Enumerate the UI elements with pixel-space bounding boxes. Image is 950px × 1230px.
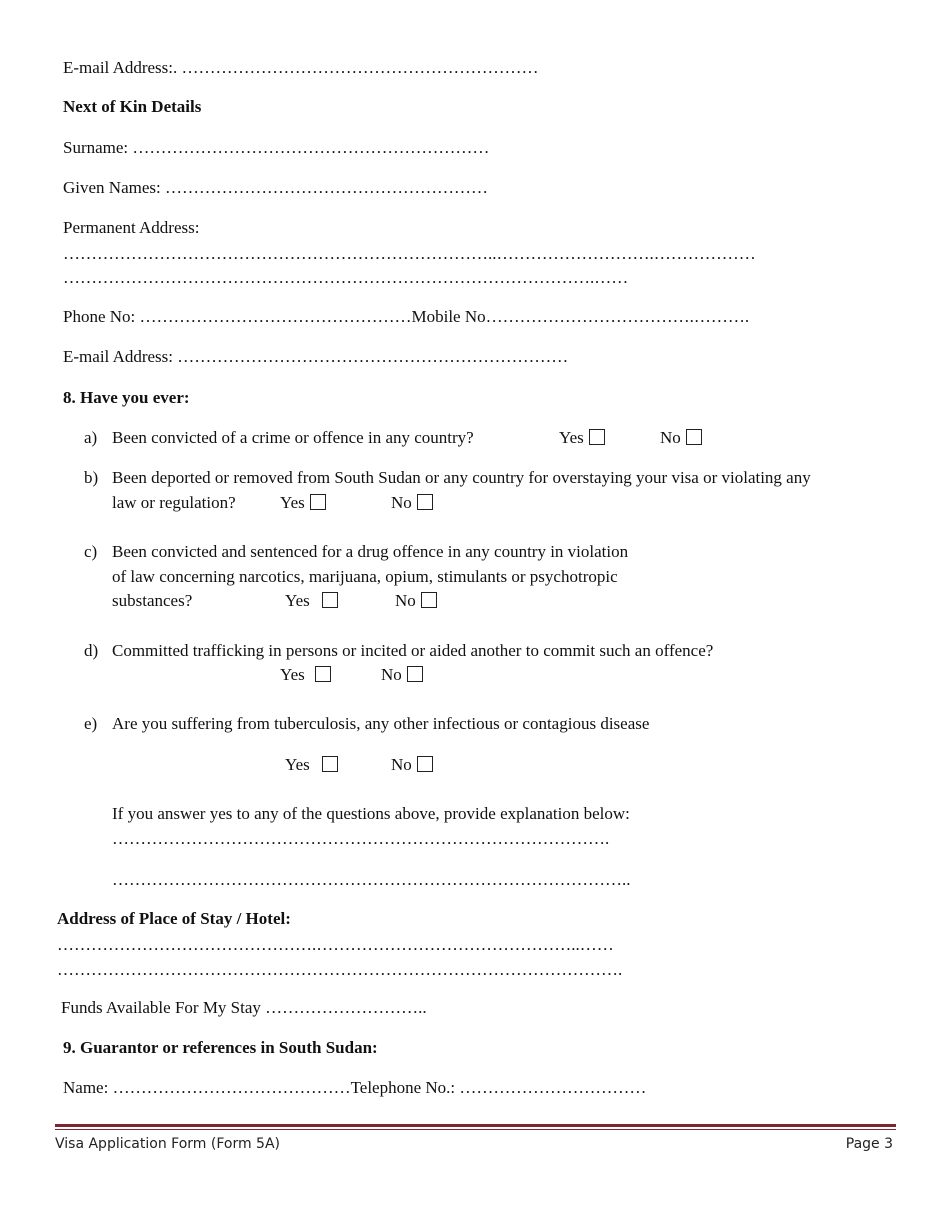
stay-address-field-1[interactable]: ……………………………………….………………………………………..……: [57, 935, 614, 954]
yes-label: Yes: [280, 493, 305, 512]
kin-email-label: E-mail Address:: [63, 347, 174, 366]
no-label: No: [391, 755, 412, 774]
question-e-yes-checkbox[interactable]: [322, 756, 338, 772]
question-c-text-3: substances?: [112, 591, 193, 610]
question-b-yes-checkbox[interactable]: [310, 494, 326, 510]
yes-label: Yes: [285, 755, 310, 774]
question-c-no-checkbox[interactable]: [421, 592, 437, 608]
kin-surname-line: [63, 138, 489, 158]
kin-given-names-field[interactable]: …………………………………………………: [164, 178, 488, 197]
guarantor-name-field[interactable]: ……………………………………: [112, 1078, 351, 1097]
question-a-no-checkbox[interactable]: [686, 429, 702, 445]
question-b-marker: b): [84, 468, 99, 487]
yes-label: Yes: [559, 428, 584, 447]
question-a-yes-checkbox[interactable]: [589, 429, 605, 445]
guarantor-telephone-field[interactable]: ……………………………: [459, 1078, 647, 1097]
question-b-text-1: Been deported or removed from South Sudan or any country for overstaying your visa or violating any: [112, 468, 811, 487]
footer-rule-thin: [55, 1129, 896, 1130]
kin-phone-label: Phone No:: [63, 307, 136, 326]
no-label: No: [391, 493, 412, 512]
yes-label: Yes: [280, 665, 305, 684]
explanation-prompt: If you answer yes to any of the questions above, provide explanation below:: [112, 804, 630, 823]
question-a-marker: a): [84, 428, 98, 447]
question-d-no-checkbox[interactable]: [407, 666, 423, 682]
kin-permanent-address-label: Permanent Address:: [63, 218, 200, 237]
question-b-text-2: law or regulation?: [112, 493, 236, 512]
kin-mobile-label: Mobile No: [411, 307, 486, 326]
question-c-marker: c): [84, 542, 98, 561]
question-e-text: Are you suffering from tuberculosis, any other infectious or contagious disease: [112, 714, 650, 733]
question-e-no-checkbox[interactable]: [417, 756, 433, 772]
section-9-heading: 9. Guarantor or references in South Sudan:: [63, 1038, 378, 1057]
question-a-yes-option: [559, 428, 605, 448]
funds-label: Funds Available For My Stay: [61, 998, 261, 1017]
explanation-field-2[interactable]: ………………………………………………………………………………..: [112, 870, 631, 889]
question-d-marker: d): [84, 641, 99, 660]
yes-label: Yes: [285, 591, 310, 610]
question-e-marker: e): [84, 714, 98, 733]
question-b-no-checkbox[interactable]: [417, 494, 433, 510]
funds-field[interactable]: ………………………..: [265, 998, 427, 1017]
guarantor-line: [63, 1078, 646, 1098]
kin-given-names-line: [63, 178, 488, 198]
footer-page-number: Page 3: [845, 1136, 893, 1152]
question-d-yes-checkbox[interactable]: [315, 666, 331, 682]
question-c-yes-option: [285, 591, 338, 611]
kin-surname-label: Surname:: [63, 138, 129, 157]
guarantor-telephone-label: Telephone No.:: [350, 1078, 456, 1097]
question-d-text: Committed trafficking in persons or incited or aided another to commit such an offence?: [112, 641, 714, 660]
kin-permanent-address-field-1[interactable]: …………………………………………………………………..……………………….………………: [63, 244, 756, 263]
stay-address-field-2[interactable]: ……………………………………………………………………………………….: [57, 960, 623, 979]
kin-surname-field[interactable]: ………………………………………………………: [132, 138, 490, 157]
applicant-email-field[interactable]: ………………………………………………………: [181, 58, 539, 77]
question-e-no-option: [391, 755, 433, 775]
kin-phone-line: [63, 307, 749, 327]
explanation-field-1[interactable]: …………………………………………………………………………….: [112, 829, 610, 848]
question-c-text-2: of law concerning narcotics, marijuana, opium, stimulants or psychotropic: [112, 567, 618, 586]
kin-mobile-field[interactable]: ……………………………….……….: [485, 307, 750, 326]
applicant-email-line: [63, 58, 539, 78]
question-a-no-option: [660, 428, 702, 448]
question-e-yes-option: [285, 755, 338, 775]
question-b-no-option: [391, 493, 433, 513]
kin-phone-field[interactable]: …………………………………………: [139, 307, 412, 326]
kin-permanent-address-field-2[interactable]: ………………………………………………………………………………….……: [63, 268, 629, 287]
funds-line: [61, 998, 427, 1018]
question-c-yes-checkbox[interactable]: [322, 592, 338, 608]
question-d-yes-option: [280, 665, 331, 685]
question-b-yes-option: [280, 493, 326, 513]
guarantor-name-label: Name:: [63, 1078, 109, 1097]
kin-given-names-label: Given Names:: [63, 178, 161, 197]
next-of-kin-heading: Next of Kin Details: [63, 97, 202, 116]
question-d-no-option: [381, 665, 423, 685]
footer-form-name: Visa Application Form (Form 5A): [55, 1136, 280, 1152]
footer-rule: [55, 1124, 896, 1127]
kin-email-field[interactable]: ……………………………………………………………: [177, 347, 569, 366]
question-c-no-option: [395, 591, 437, 611]
question-a-text: Been convicted of a crime or offence in any country?: [112, 428, 474, 447]
question-c-text-1: Been convicted and sentenced for a drug offence in any country in violation: [112, 542, 629, 561]
no-label: No: [395, 591, 416, 610]
no-label: No: [381, 665, 402, 684]
applicant-email-label: E-mail Address:.: [63, 58, 178, 77]
no-label: No: [660, 428, 681, 447]
section-8-heading: 8. Have you ever:: [63, 388, 190, 407]
kin-email-line: [63, 347, 568, 367]
stay-address-heading: Address of Place of Stay / Hotel:: [57, 909, 291, 928]
